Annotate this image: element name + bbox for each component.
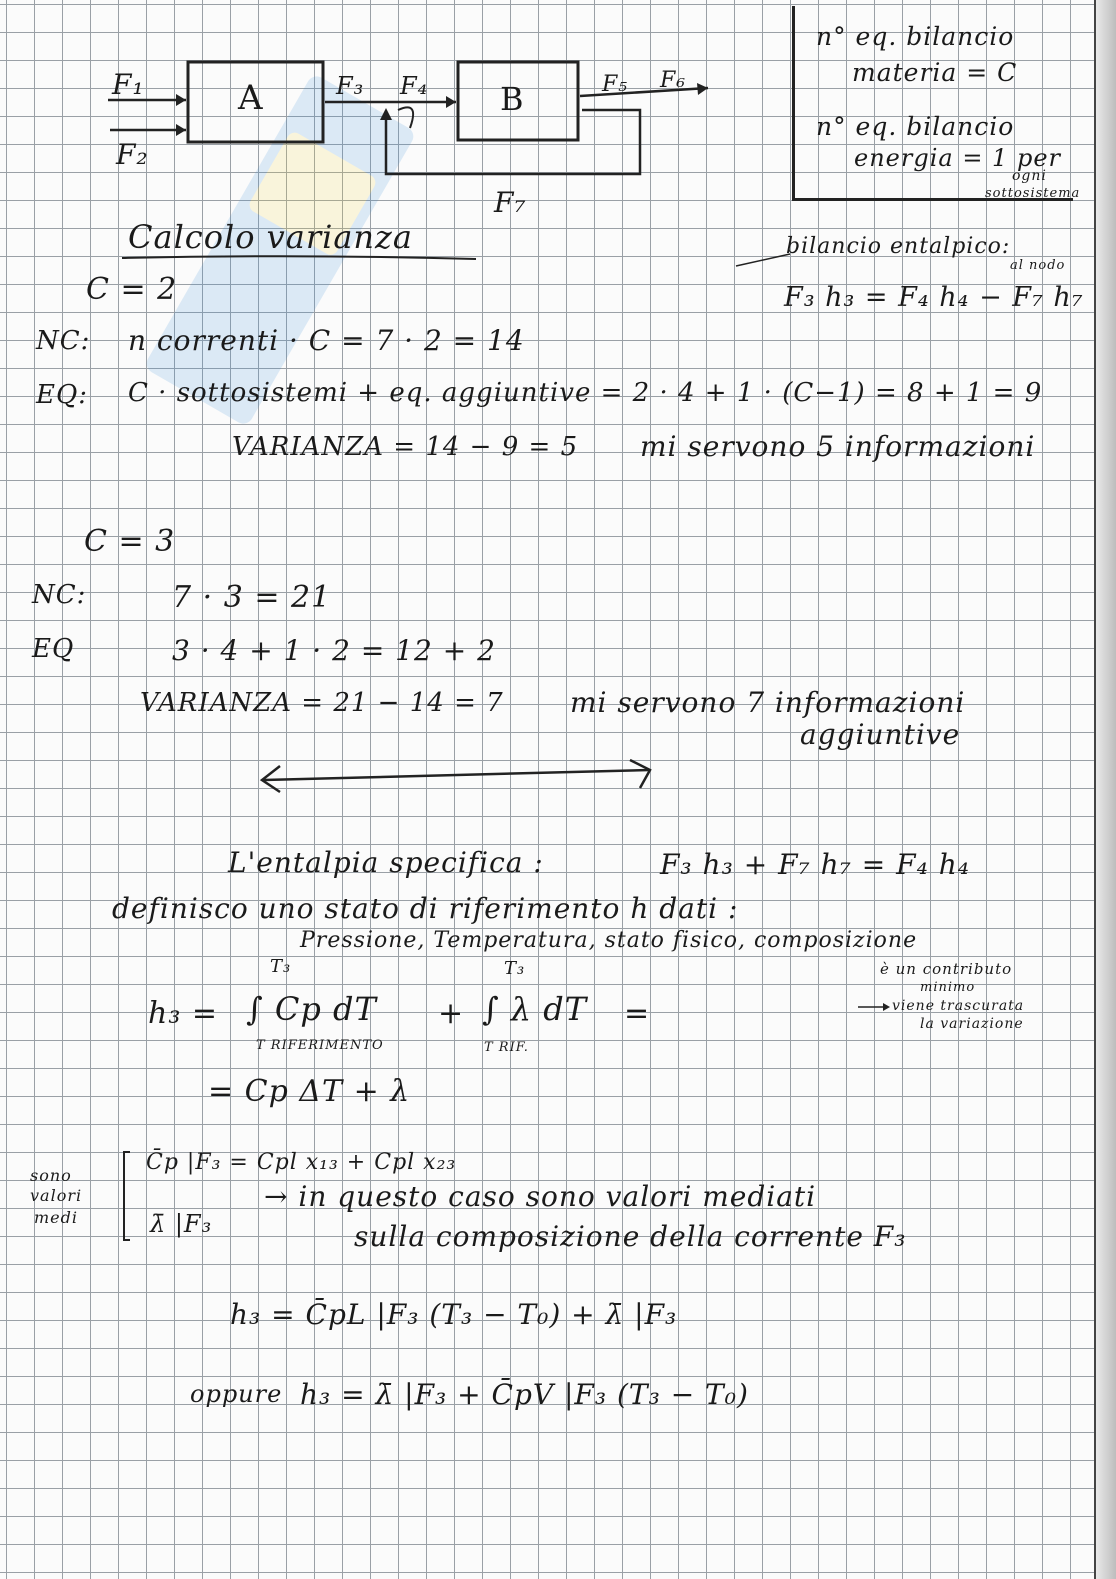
section3-integral1-upper: T₃ — [270, 956, 292, 977]
side-note-line3: n° eq. bilancio — [816, 112, 1015, 141]
stream-f7-arrowhead — [380, 108, 392, 120]
side-note-line2: materia = C — [852, 58, 1018, 87]
side-note-line6: sottosistema — [985, 186, 1081, 201]
section4-eq1: h₃ = C̄pL |F₃ (T₃ − T₀) + λ̄ |F₃ — [230, 1298, 678, 1331]
stream-f7-label: F₇ — [494, 186, 527, 219]
section3-integral1-lower: T RIFERIMENTO — [256, 1038, 384, 1053]
block-b-label: B — [500, 80, 525, 118]
section3-side-arrow — [856, 1000, 892, 1014]
stream-f5-label: F₅ — [602, 72, 629, 97]
section1-c-value: C = 2 — [86, 272, 178, 307]
section3-line1: definisco uno stato di riferimento h dati : — [112, 892, 739, 925]
section3-side-note-3: viene trascurata — [892, 998, 1025, 1014]
stream-a-to-b-arrowhead — [446, 96, 456, 108]
section2-eq-text: 3 · 4 + 1 · 2 = 12 + 2 — [172, 634, 496, 667]
section4-note-1: → in questo caso sono valori mediati — [264, 1180, 817, 1213]
section4-lambda-line: λ̄ |F₃ — [150, 1210, 213, 1238]
section4-bracket-label-2: valori — [30, 1186, 83, 1205]
enthalpy-note-label: bilancio entalpico: — [786, 234, 1011, 259]
section1-varianza: VARIANZA = 14 − 9 = 5 — [232, 432, 579, 462]
section1-title: Calcolo varianza — [128, 218, 413, 256]
section3-heading: L'entalpia specifica : — [228, 846, 544, 879]
section2-varianza-note-2: aggiuntive — [800, 718, 961, 751]
section1-nc-text: n correnti · C = 7 · 2 = 14 — [128, 324, 525, 357]
section1-varianza-note: mi servono 5 informazioni — [640, 430, 1036, 463]
stream-f7-recycle-line — [386, 110, 640, 174]
section2-c-value: C = 3 — [84, 524, 176, 559]
side-note-line5: ogni — [1012, 168, 1047, 184]
section4-eq2: h₃ = λ̄ |F₃ + C̄pV |F₃ (T₃ − T₀) — [300, 1378, 749, 1411]
stream-b-outlet-line — [580, 88, 708, 96]
section3-side-note-4: la variazione — [920, 1016, 1024, 1032]
section2-nc-label: NC: — [32, 580, 87, 610]
section3-integral2-upper: T₃ — [504, 958, 526, 979]
block-a-label: A — [238, 78, 264, 118]
stream-f4-label: F₄ — [400, 72, 429, 100]
stream-f3-label: F₃ — [336, 72, 365, 100]
stream-f6-label: F₆ — [660, 68, 687, 93]
enthalpy-note-sub: al nodo — [1010, 258, 1066, 273]
side-note-line1: n° eq. bilancio — [816, 22, 1015, 51]
section3-heading-eq: F₃ h₃ + F₇ h₇ = F₄ h₄ — [660, 848, 970, 881]
section4-note-2: sulla composizione della corrente F₃ — [354, 1220, 907, 1253]
section3-plus: + — [438, 996, 465, 1031]
section1-eq-label: EQ: — [36, 380, 89, 410]
section3-equals: = — [624, 996, 651, 1031]
side-note-line4: energia = 1 per — [854, 144, 1061, 172]
section4-bracket-label-3: medi — [34, 1208, 78, 1227]
section1-nc-label: NC: — [36, 326, 91, 356]
enthalpy-note-pointer — [734, 250, 794, 270]
section3-side-note-1: è un contributo — [880, 960, 1013, 978]
section2-eq-label: EQ — [32, 634, 75, 664]
section3-integral-lhs: h₃ = — [148, 996, 219, 1031]
section3-side-note-2: minimo — [920, 980, 976, 995]
enthalpy-note-equation: F₃ h₃ = F₄ h₄ − F₇ h₇ — [784, 282, 1084, 313]
page-edge — [1094, 0, 1116, 1579]
section1-eq-text: C · sottosistemi + eq. aggiuntive = 2 · 4 + 1 · (C−1) = 8 + 1 = 9 — [128, 378, 1043, 408]
stream-f1-arrowhead — [176, 94, 186, 106]
section4-bracket — [116, 1148, 136, 1248]
section2-varianza-note-1: mi servono 7 informazioni — [570, 686, 966, 719]
section3-result: = Cp ΔT + λ — [208, 1074, 411, 1109]
section2-nc-text: 7 · 3 = 21 — [172, 580, 332, 615]
section3-integral1: ∫ Cp dT — [246, 990, 377, 1028]
section4-eq2-prefix: oppure — [190, 1380, 283, 1408]
section2-varianza: VARIANZA = 21 − 14 = 7 — [140, 688, 504, 718]
section4-bracket-label-1: sono — [30, 1166, 72, 1185]
stream-f2-arrowhead — [176, 124, 186, 136]
section3-integral2: ∫ λ dT — [482, 990, 588, 1028]
section3-integral2-lower: T RIF. — [484, 1040, 529, 1055]
stream-f1-label: F₁ — [112, 68, 145, 101]
mixing-node-arc — [398, 107, 413, 128]
section1-title-underline — [120, 252, 480, 262]
section4-cp-line: C̄p |F₃ = Cpl x₁₃ + Cpl x₂₃ — [146, 1150, 457, 1175]
section3-line2: Pressione, Temperatura, stato fisico, composizione — [300, 928, 918, 953]
stream-b-outlet-arrowhead — [697, 83, 708, 95]
section-separator — [250, 756, 670, 796]
stream-f2-label: F₂ — [116, 138, 149, 171]
